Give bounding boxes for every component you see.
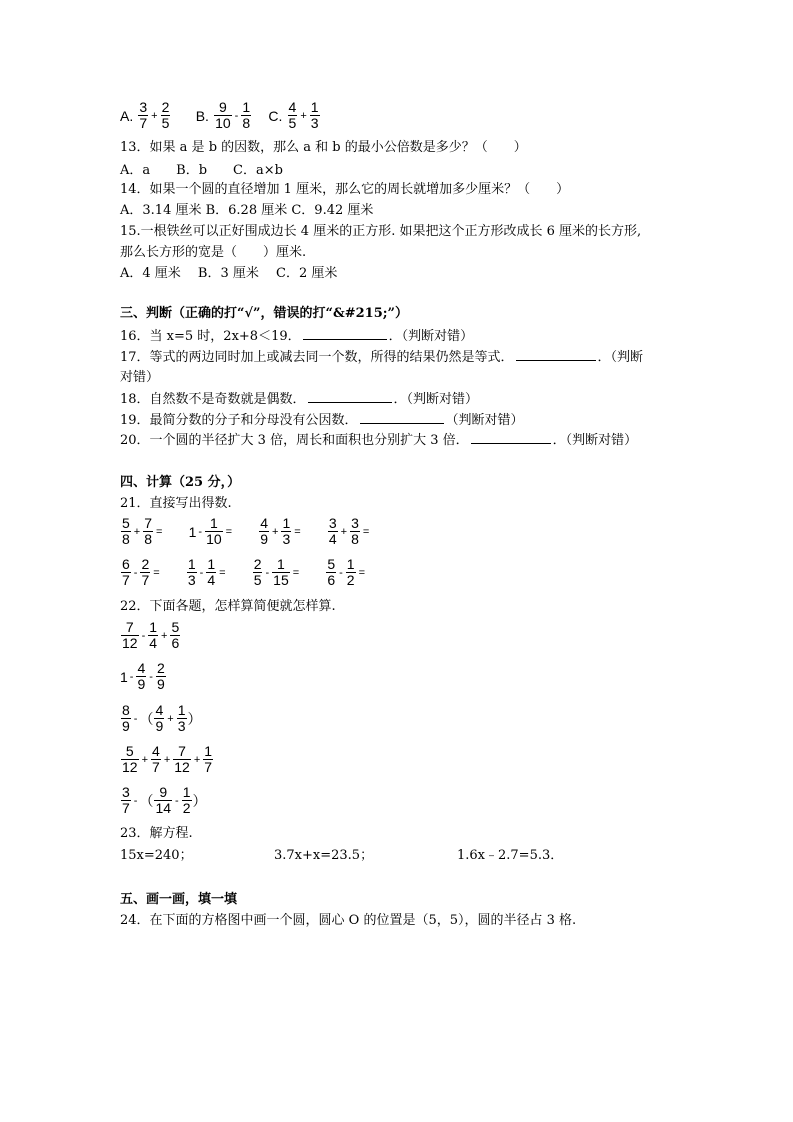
q15-options: A．4 厘米 B．3 厘米 C．2 厘米 [120,266,338,281]
q12-options: A. $\frac{3}{7}$ + $\frac{2}{5}$ B. $\frac{9}{10}$ - $\frac{1}{8}$ C. $\frac{4}{5}$ + $\frac{1}{3}$ [120,99,319,131]
q13-text: 13．如果 a 是 b 的因数，那么 a 和 b 的最小公倍数是多少？（ ） [120,140,527,155]
expression: $\frac{5}{8}$ + $\frac{7}{8}$ = [122,515,163,547]
q15-text-1: 15.一根铁丝可以正好围成边长 4 厘米的正方形. 如果把这个正方形改成长 6 厘米的长方形, [120,224,642,239]
section-4-title: 四、计算（25 分，） [120,475,241,490]
fraction: $\frac{2}{5}$ [161,99,170,131]
option-b-label: B. [195,107,209,124]
q21-row-1 [120,516,391,547]
q14-text: 14．如果一个圆的直径增加 1 厘米，那么它的周长就增加多少厘米？（ ） [120,182,570,197]
answer-blank[interactable] [308,391,392,403]
q23-text: 23．解方程. [120,826,193,841]
answer-blank[interactable] [360,412,444,424]
q22-expr-1: $\frac{7}{12}$ - $\frac{1}{4}$ + $\frac{5}{6}$ [122,619,180,651]
q23-eq-1: 15x=240； [120,848,193,863]
q24-text: 24．在下面的方格图中画一个圆，圆心 O 的位置是（5，5），圆的半径占 3 格. [120,913,577,928]
q20: 20．一个圆的半径扩大 3 倍，周长和面积也分别扩大 3 倍． ．（判断对错） [120,433,638,448]
q17-cont: 对错） [120,370,160,385]
option-a-label: A. [120,107,134,124]
fraction: $\frac{4}{5}$ [288,99,297,131]
q17: 17．等式的两边同时加上或减去同一个数，所得的结果仍然是等式． ．（判断 [120,350,644,365]
q15-text-2: 那么长方形的宽是（ ）厘米. [120,245,307,260]
section-3-title: 三、判断（正确的打“√”，错误的打“&#215;”） [120,306,409,321]
expression: $\frac{1}{3}$ - $\frac{1}{4}$ = [187,556,226,588]
q22-expr-2: 1 - $\frac{4}{9}$ - $\frac{2}{9}$ [120,660,165,692]
q23-eq-3: 1.6x﹣2.7=5.3． [457,848,564,863]
q16: 16．当 x=5 时，2x+8＜19． ．（判断对错） [120,329,474,344]
expression: $\frac{6}{7}$ - $\frac{2}{7}$ = [122,556,160,588]
expression: $\frac{2}{5}$ - $\frac{1}{15}$ = [253,556,300,588]
answer-blank[interactable] [516,349,596,361]
fraction: $\frac{9}{10}$ [215,99,231,131]
q22-text: 22．下面各题，怎样算简便就怎样算. [120,599,336,614]
fraction: $\frac{1}{3}$ [310,99,319,131]
expression: 1 - $\frac{1}{10}$ = [188,515,233,547]
q22-expr-4: $\frac{5}{12}$ + $\frac{4}{7}$ + $\frac{7}{12}$ + $\frac{1}{7}$ [122,743,213,775]
section-5-title: 五、画一画，填一填 [120,892,238,907]
answer-blank[interactable] [303,328,387,340]
q22-expr-5: $\frac{3}{7}$ - （ $\frac{9}{14}$ - $\frac{1}{2}$ ） [122,784,207,816]
q13-options: A．a B．b C．a×b [120,163,283,178]
q19: 19．最简分数的分子和分母没有公因数． （判断对错） [120,413,524,428]
answer-blank[interactable] [471,432,551,444]
fraction: $\frac{3}{7}$ [139,99,148,131]
fraction: $\frac{1}{8}$ [242,99,251,131]
q21-row-2 [120,557,387,588]
option-c-label: C. [268,107,283,124]
expression: $\frac{4}{9}$ + $\frac{1}{3}$ = [260,515,301,547]
expression: $\frac{3}{4}$ + $\frac{3}{8}$ = [328,515,370,547]
expression: $\frac{5}{6}$ - $\frac{1}{2}$ = [327,556,366,588]
q22-expr-3: $\frac{8}{9}$ - （ $\frac{4}{9}$ + $\frac{1}{3}$ ） [122,702,202,734]
q21-text: 21．直接写出得数. [120,496,232,511]
q14-options: A．3.14 厘米 B．6.28 厘米 C．9.42 厘米 [120,203,374,218]
q23-eq-2: 3.7x+x=23.5； [274,848,374,863]
q18: 18．自然数不是奇数就是偶数． ．（判断对错） [120,392,479,407]
